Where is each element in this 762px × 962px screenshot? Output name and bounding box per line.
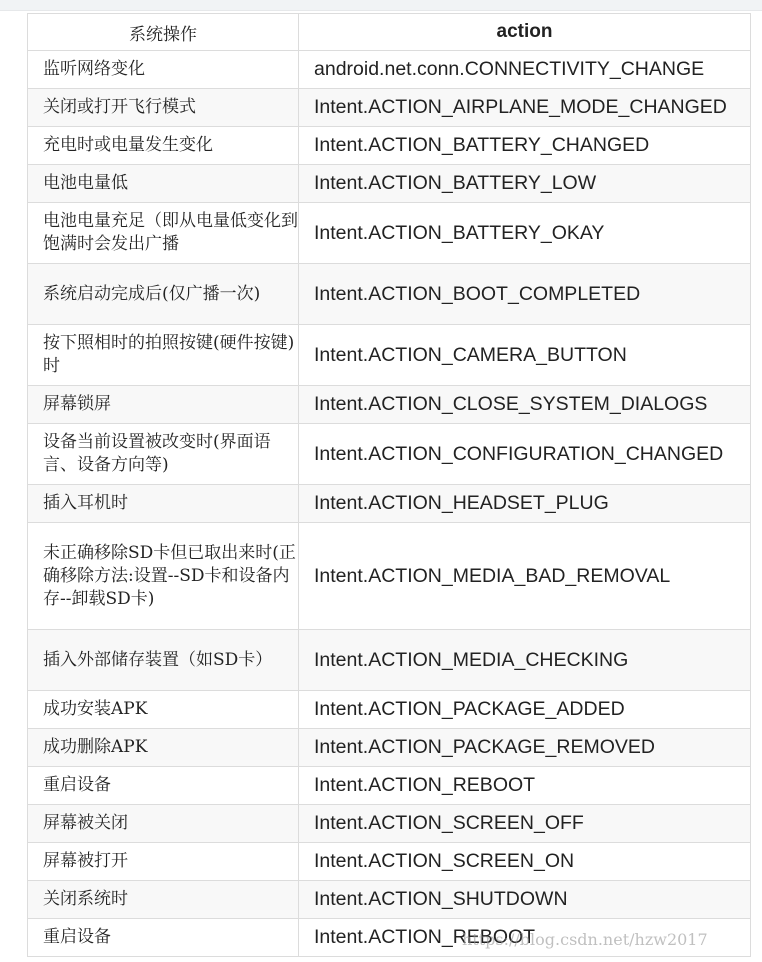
action-cell: android.net.conn.CONNECTIVITY_CHANGE: [299, 51, 751, 89]
operation-cell: 关闭或打开飞行模式: [28, 89, 299, 127]
operation-cell: 屏幕锁屏: [28, 386, 299, 424]
action-cell: Intent.ACTION_AIRPLANE_MODE_CHANGED: [299, 89, 751, 127]
table-row: [28, 805, 751, 843]
operation-cell: 屏幕被打开: [28, 843, 299, 881]
action-cell: Intent.ACTION_BATTERY_LOW: [299, 165, 751, 203]
operation-cell: 屏幕被关闭: [28, 805, 299, 843]
table-row: [28, 523, 751, 630]
table-row: [28, 386, 751, 424]
action-cell: Intent.ACTION_BATTERY_CHANGED: [299, 127, 751, 165]
action-cell: Intent.ACTION_SCREEN_OFF: [299, 805, 751, 843]
operation-cell: 未正确移除SD卡但已取出来时(正确移除方法:设置--SD卡和设备内存--卸载SD卡): [28, 523, 299, 630]
action-cell: Intent.ACTION_CLOSE_SYSTEM_DIALOGS: [299, 386, 751, 424]
operation-cell: 插入耳机时: [28, 485, 299, 523]
table-row: [28, 424, 751, 485]
table-row: [28, 127, 751, 165]
operation-cell: 按下照相时的拍照按键(硬件按键)时: [28, 325, 299, 386]
action-cell: Intent.ACTION_SCREEN_ON: [299, 843, 751, 881]
operation-cell: 重启设备: [28, 919, 299, 957]
action-cell: Intent.ACTION_CONFIGURATION_CHANGED: [299, 424, 751, 485]
table-row: [28, 691, 751, 729]
page-top-strip: [0, 0, 762, 11]
action-cell: Intent.ACTION_MEDIA_CHECKING: [299, 630, 751, 691]
action-cell: Intent.ACTION_MEDIA_BAD_REMOVAL: [299, 523, 751, 630]
action-cell: Intent.ACTION_SHUTDOWN: [299, 881, 751, 919]
operation-cell: 电池电量低: [28, 165, 299, 203]
operation-cell: 成功安装APK: [28, 691, 299, 729]
table-row: [28, 729, 751, 767]
table-row: [28, 881, 751, 919]
action-cell: Intent.ACTION_REBOOT: [299, 919, 751, 957]
action-cell: Intent.ACTION_REBOOT: [299, 767, 751, 805]
table-row: [28, 843, 751, 881]
operation-cell: 电池电量充足（即从电量低变化到饱满时会发出广播: [28, 203, 299, 264]
table-header-row: [28, 14, 751, 51]
header-system-operation: 系统操作: [28, 14, 299, 51]
operation-cell: 重启设备: [28, 767, 299, 805]
action-cell: Intent.ACTION_BATTERY_OKAY: [299, 203, 751, 264]
watermark: https://blog.csdn.net/hzw2017: [462, 930, 708, 949]
operation-cell: 充电时或电量发生变化: [28, 127, 299, 165]
table-row: [28, 89, 751, 127]
action-cell: Intent.ACTION_CAMERA_BUTTON: [299, 325, 751, 386]
operation-cell: 设备当前设置被改变时(界面语言、设备方向等): [28, 424, 299, 485]
table-row: [28, 485, 751, 523]
table-row: [28, 264, 751, 325]
action-cell: Intent.ACTION_HEADSET_PLUG: [299, 485, 751, 523]
header-action: action: [299, 14, 751, 51]
table-row: [28, 767, 751, 805]
table-row: [28, 51, 751, 89]
broadcast-actions-table: [27, 13, 751, 957]
table-row: [28, 325, 751, 386]
action-cell: Intent.ACTION_PACKAGE_ADDED: [299, 691, 751, 729]
action-cell: Intent.ACTION_PACKAGE_REMOVED: [299, 729, 751, 767]
operation-cell: 系统启动完成后(仅广播一次): [28, 264, 299, 325]
operation-cell: 监听网络变化: [28, 51, 299, 89]
table-row: [28, 165, 751, 203]
table-row: [28, 203, 751, 264]
action-cell: Intent.ACTION_BOOT_COMPLETED: [299, 264, 751, 325]
operation-cell: 成功删除APK: [28, 729, 299, 767]
operation-cell: 关闭系统时: [28, 881, 299, 919]
operation-cell: 插入外部储存装置（如SD卡）: [28, 630, 299, 691]
table-row: [28, 630, 751, 691]
